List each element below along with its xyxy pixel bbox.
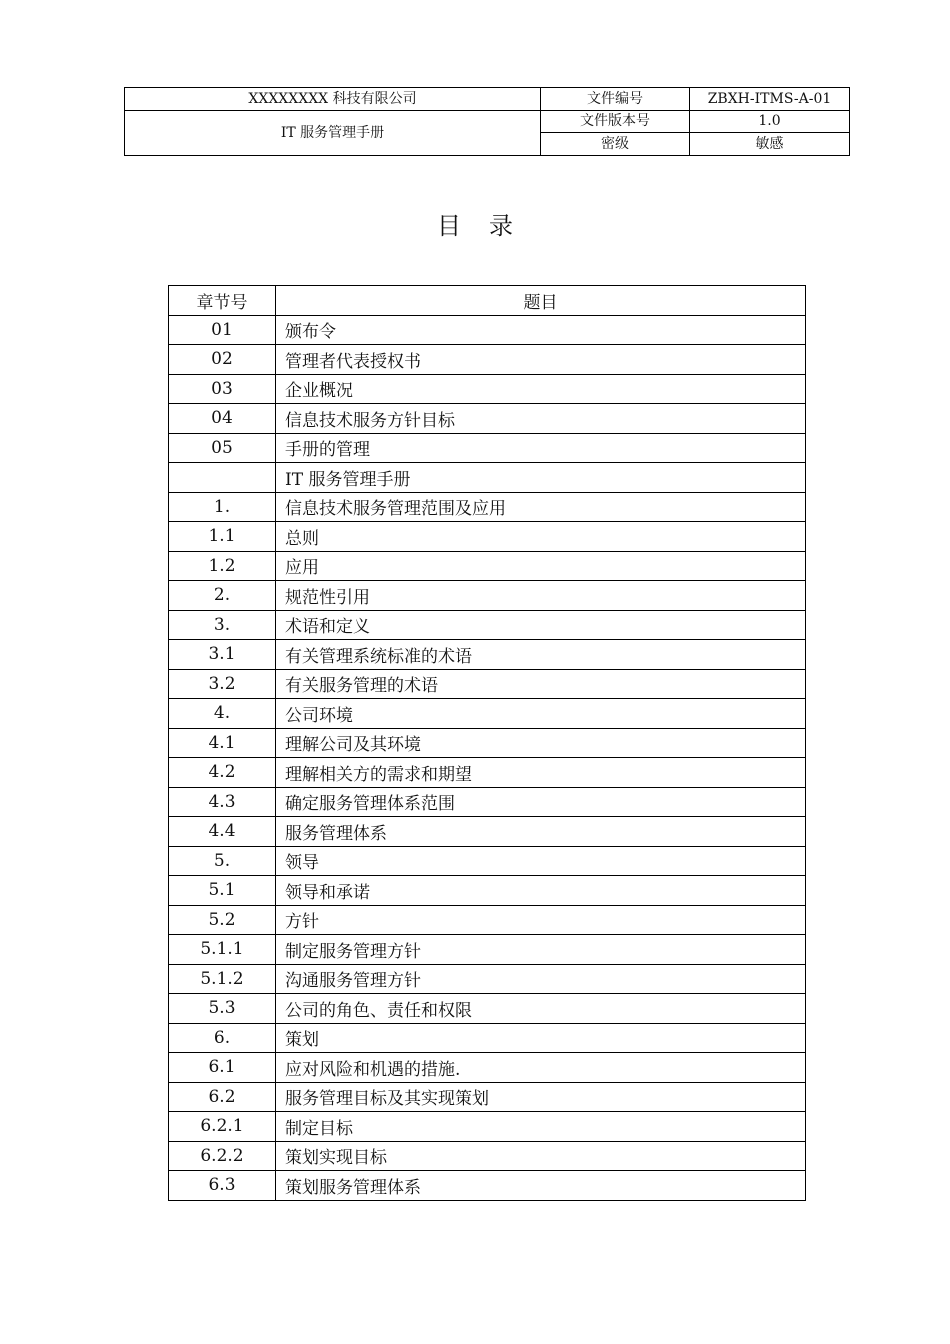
toc-row <box>169 610 806 640</box>
toc-chapter-number: 1.1 <box>169 522 276 552</box>
toc-row <box>169 551 806 581</box>
toc-topic: 服务管理目标及其实现策划 <box>276 1082 806 1112</box>
security-value: 敏感 <box>690 133 850 156</box>
version-label: 文件版本号 <box>541 110 690 133</box>
toc-row <box>169 522 806 552</box>
toc-topic: 理解公司及其环境 <box>276 728 806 758</box>
toc-chapter-number: 5.2 <box>169 905 276 935</box>
toc-row <box>169 492 806 522</box>
toc-topic: 信息技术服务管理范围及应用 <box>276 492 806 522</box>
toc-chapter-number: 3. <box>169 610 276 640</box>
toc-chapter-number: 6.3 <box>169 1171 276 1201</box>
toc-row <box>169 728 806 758</box>
toc-chapter-number: 02 <box>169 345 276 375</box>
toc-topic: 公司的角色、责任和权限 <box>276 994 806 1024</box>
toc-row <box>169 876 806 906</box>
toc-header-chapter: 章节号 <box>169 286 276 316</box>
page-title: 目录 <box>437 212 541 240</box>
toc-topic: 策划实现目标 <box>276 1141 806 1171</box>
toc-row <box>169 640 806 670</box>
toc-chapter-number: 6.2 <box>169 1082 276 1112</box>
toc-topic: 总则 <box>276 522 806 552</box>
toc-topic: 信息技术服务方针目标 <box>276 404 806 434</box>
toc-row <box>169 1141 806 1171</box>
security-label: 密级 <box>541 133 690 156</box>
toc-topic: 理解相关方的需求和期望 <box>276 758 806 788</box>
toc-chapter-number: 01 <box>169 315 276 345</box>
toc-row <box>169 463 806 493</box>
toc-chapter-number: 6.2.1 <box>169 1112 276 1142</box>
toc-topic: 手册的管理 <box>276 433 806 463</box>
toc-row <box>169 433 806 463</box>
toc-topic: 企业概况 <box>276 374 806 404</box>
toc-topic: 公司环境 <box>276 699 806 729</box>
toc-topic: IT 服务管理手册 <box>276 463 806 493</box>
toc-chapter-number: 3.2 <box>169 669 276 699</box>
toc-chapter-number: 6.1 <box>169 1053 276 1083</box>
doc-number-value: ZBXH-ITMS-A-01 <box>690 88 850 111</box>
company-name: XXXXXXXX 科技有限公司 <box>125 88 541 111</box>
toc-chapter-number: 6.2.2 <box>169 1141 276 1171</box>
toc-chapter-number: 5.1.2 <box>169 964 276 994</box>
toc-chapter-number: 4.2 <box>169 758 276 788</box>
toc-topic: 领导和承诺 <box>276 876 806 906</box>
toc-chapter-number: 3.1 <box>169 640 276 670</box>
toc-topic: 确定服务管理体系范围 <box>276 787 806 817</box>
toc-topic: 有关服务管理的术语 <box>276 669 806 699</box>
toc-row <box>169 581 806 611</box>
toc-row <box>169 345 806 375</box>
toc-row <box>169 1171 806 1201</box>
manual-title: IT 服务管理手册 <box>125 110 541 155</box>
doc-number-label: 文件编号 <box>541 88 690 111</box>
toc-chapter-number: 5.3 <box>169 994 276 1024</box>
toc-row <box>169 935 806 965</box>
toc-topic: 管理者代表授权书 <box>276 345 806 375</box>
toc-topic: 颁布令 <box>276 315 806 345</box>
toc-row <box>169 1082 806 1112</box>
toc-chapter-number: 5. <box>169 846 276 876</box>
toc-chapter-number: 4.3 <box>169 787 276 817</box>
toc-chapter-number: 4.4 <box>169 817 276 847</box>
toc-chapter-number: 5.1.1 <box>169 935 276 965</box>
toc-chapter-number: 2. <box>169 581 276 611</box>
toc-chapter-number <box>169 463 276 493</box>
toc-topic: 沟通服务管理方针 <box>276 964 806 994</box>
toc-row <box>169 964 806 994</box>
toc-topic: 领导 <box>276 846 806 876</box>
toc-topic: 应对风险和机遇的措施. <box>276 1053 806 1083</box>
toc-table <box>168 285 806 1201</box>
toc-chapter-number: 4. <box>169 699 276 729</box>
toc-row <box>169 994 806 1024</box>
toc-chapter-number: 1. <box>169 492 276 522</box>
toc-row <box>169 374 806 404</box>
toc-row <box>169 817 806 847</box>
toc-row <box>169 315 806 345</box>
toc-chapter-number: 03 <box>169 374 276 404</box>
toc-topic: 策划 <box>276 1023 806 1053</box>
toc-header-topic: 题目 <box>276 286 806 316</box>
version-value: 1.0 <box>690 110 850 133</box>
toc-row <box>169 404 806 434</box>
toc-row <box>169 1053 806 1083</box>
toc-topic: 服务管理体系 <box>276 817 806 847</box>
toc-topic: 有关管理系统标准的术语 <box>276 640 806 670</box>
toc-topic: 方针 <box>276 905 806 935</box>
toc-row <box>169 846 806 876</box>
toc-topic: 制定目标 <box>276 1112 806 1142</box>
toc-header-row <box>169 286 806 316</box>
toc-row <box>169 905 806 935</box>
toc-chapter-number: 6. <box>169 1023 276 1053</box>
toc-chapter-number: 5.1 <box>169 876 276 906</box>
toc-row <box>169 669 806 699</box>
toc-topic: 策划服务管理体系 <box>276 1171 806 1201</box>
toc-chapter-number: 05 <box>169 433 276 463</box>
document-header-table <box>124 87 850 156</box>
toc-topic: 制定服务管理方针 <box>276 935 806 965</box>
toc-topic: 术语和定义 <box>276 610 806 640</box>
toc-topic: 应用 <box>276 551 806 581</box>
toc-topic: 规范性引用 <box>276 581 806 611</box>
toc-chapter-number: 1.2 <box>169 551 276 581</box>
toc-row <box>169 758 806 788</box>
toc-row <box>169 699 806 729</box>
toc-row <box>169 787 806 817</box>
toc-row <box>169 1112 806 1142</box>
toc-chapter-number: 4.1 <box>169 728 276 758</box>
toc-chapter-number: 04 <box>169 404 276 434</box>
toc-row <box>169 1023 806 1053</box>
